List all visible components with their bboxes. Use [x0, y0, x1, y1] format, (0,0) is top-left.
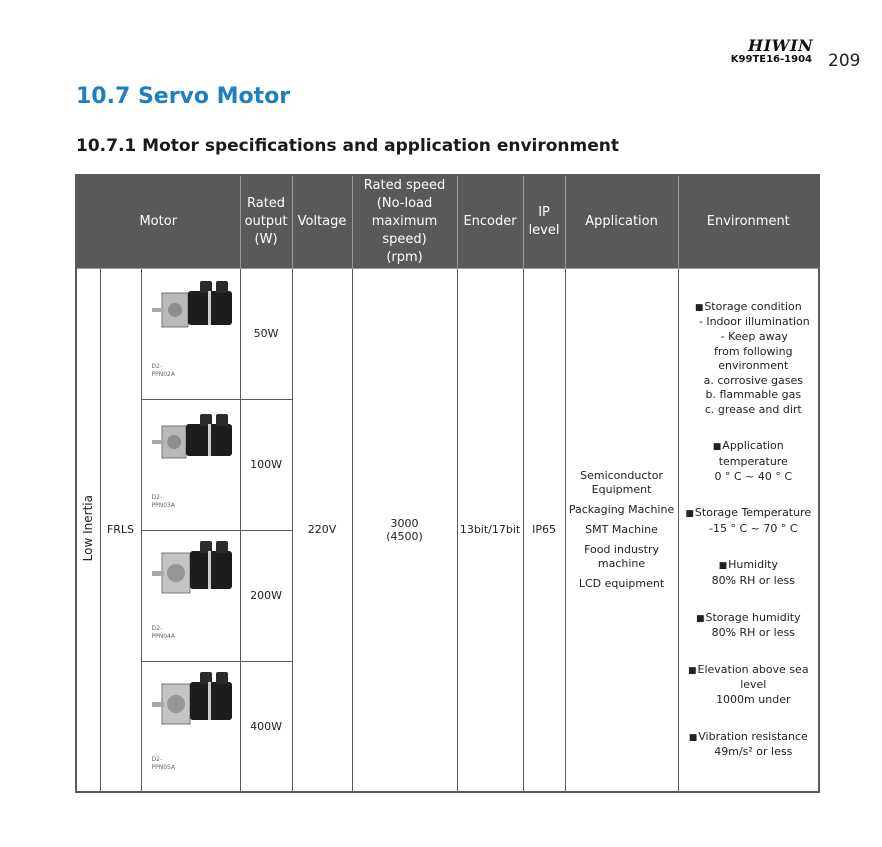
motor-image-cell [141, 530, 240, 661]
header-application: Application [565, 175, 678, 268]
servo-motor-image [150, 539, 236, 599]
motor-image-cell [141, 268, 240, 399]
encoder-cell: 13bit/17bit [457, 268, 523, 792]
servo-motor-image [150, 670, 236, 730]
header-ip-level: IP level [523, 175, 565, 268]
motor-image-cell [141, 399, 240, 530]
model-caption: D2- PPN05A [151, 755, 175, 771]
env-storage-humidity: ■ Storage humidity 80% RH or less [679, 611, 819, 641]
table-header-row [76, 175, 819, 268]
model-caption: D2- PPN04A [151, 624, 175, 640]
rated-output-cell: 200W [240, 530, 292, 661]
header-environment: Environment [678, 175, 819, 268]
rated-output-cell: 100W [240, 399, 292, 530]
application-cell: Semiconductor Equipment Packaging Machine SMT Machine Food industry machine LCD equipment [565, 268, 678, 792]
header-encoder: Encoder [457, 175, 523, 268]
motor-image-cell [141, 661, 240, 792]
header-voltage: Voltage [292, 175, 352, 268]
env-vibration: ■ Vibration resistance 49m/s² or less [679, 730, 819, 760]
environment-cell [678, 268, 819, 792]
header-motor: Motor [76, 175, 240, 268]
rated-speed-cell: 3000 (4500) [352, 268, 457, 792]
voltage-cell: 220V [292, 268, 352, 792]
env-elevation: ■ Elevation above sea level 1000m under [679, 663, 819, 708]
rated-output-cell: 400W [240, 661, 292, 792]
section-title: 10.7 Servo Motor [76, 84, 291, 109]
env-application-temperature: ■ Application temperature 0 ° C ~ 40 ° C [679, 439, 819, 484]
section-subtitle: 10.7.1 Motor specifications and application environment [76, 136, 620, 156]
env-humidity: ■ Humidity 80% RH or less [679, 558, 819, 588]
model-caption: D2- PPN02A [151, 362, 175, 378]
inertia-label: Low Inertia [81, 495, 96, 562]
env-storage-condition: ■ Storage condition - Indoor illumination - Keep away from following environment a. corrosive gases b. flammable gas c. grease and dirt [679, 300, 819, 418]
inertia-cell [76, 268, 100, 792]
table-row [76, 268, 819, 399]
header-rated-output: Rated output (W) [240, 175, 292, 268]
series-cell: FRLS [100, 268, 141, 792]
servo-motor-image [150, 277, 236, 337]
motor-spec-table [75, 174, 820, 793]
env-storage-temperature: ■ Storage Temperature -15 ° C ~ 70 ° C [679, 506, 819, 536]
model-caption: D2- PPN03A [151, 493, 175, 509]
brand-logo: HIWIN [748, 36, 814, 55]
ip-cell: IP65 [523, 268, 565, 792]
rated-output-cell: 50W [240, 268, 292, 399]
servo-motor-image [150, 408, 236, 468]
header-rated-speed: Rated speed (No-load maximum speed) (rpm) [352, 175, 457, 268]
document-number: K99TE16-1904 [730, 54, 812, 65]
page-number: 209 [828, 51, 861, 71]
